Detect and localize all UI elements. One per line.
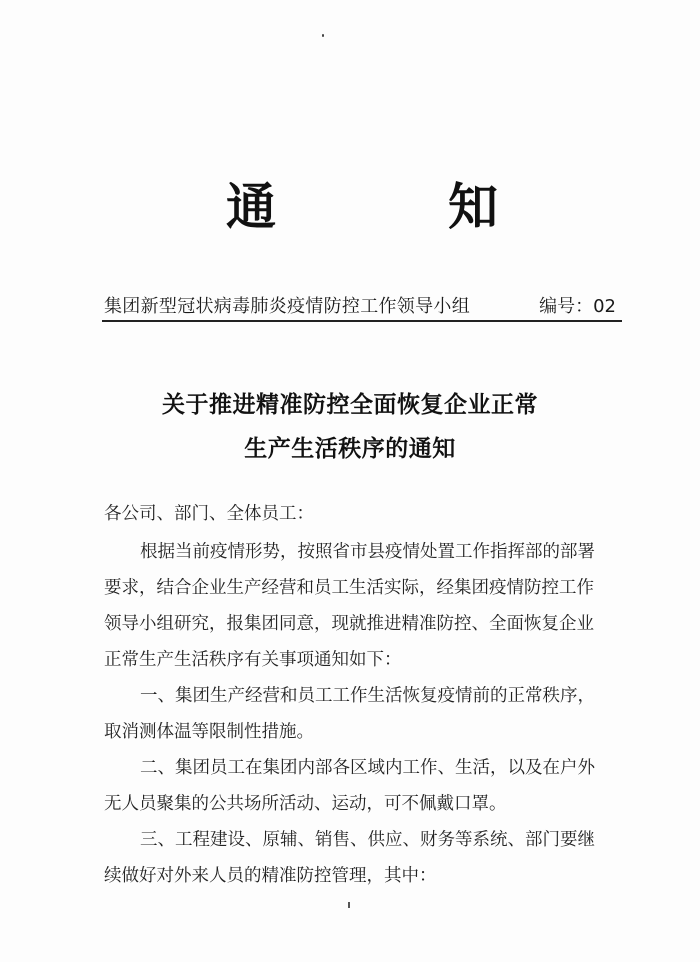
document-number: 编号：02 <box>539 296 616 317</box>
document-title-line-1: 关于推进精准防控全面恢复企业正常 <box>162 392 538 418</box>
scan-speck <box>348 902 350 908</box>
paragraph-4-line-1: 三、工程建设、原辅、销售、供应、财务等系统、部门要继 <box>140 830 595 850</box>
paragraph-1-line-3: 领导小组研究，报集团同意，现就推进精准防控、全面恢复企业 <box>104 614 594 634</box>
salutation: 各公司、部门、全体员工： <box>104 504 314 524</box>
document-title-line-2: 生产生活秩序的通知 <box>244 436 456 462</box>
paragraph-4-line-2: 续做好对外来人员的精准防控管理，其中： <box>104 866 437 886</box>
paragraph-3-line-2: 无人员聚集的公共场所活动、运动，可不佩戴口罩。 <box>104 794 507 814</box>
paragraph-1-line-4: 正常生产生活秩序有关事项通知如下： <box>104 650 402 670</box>
issuer-row <box>102 290 622 322</box>
notice-title-char-1: 通 <box>226 177 276 236</box>
paragraph-2-line-1: 一、集团生产经营和员工工作生活恢复疫情前的正常秩序， <box>140 686 595 706</box>
paragraph-2-line-2: 取消测体温等限制性措施。 <box>104 722 314 742</box>
scan-speck <box>322 34 324 37</box>
paragraph-1-line-1: 根据当前疫情形势，按照省市县疫情处置工作指挥部的部署 <box>140 542 595 562</box>
notice-title-char-2: 知 <box>448 177 498 236</box>
paragraph-1-line-2: 要求，结合企业生产经营和员工生活实际，经集团疫情防控工作 <box>104 578 594 598</box>
paragraph-3-line-1: 二、集团员工在集团内部各区域内工作、生活，以及在户外 <box>140 758 595 778</box>
issuer-name: 集团新型冠状病毒肺炎疫情防控工作领导小组 <box>104 296 470 317</box>
notice-header <box>0 172 700 242</box>
